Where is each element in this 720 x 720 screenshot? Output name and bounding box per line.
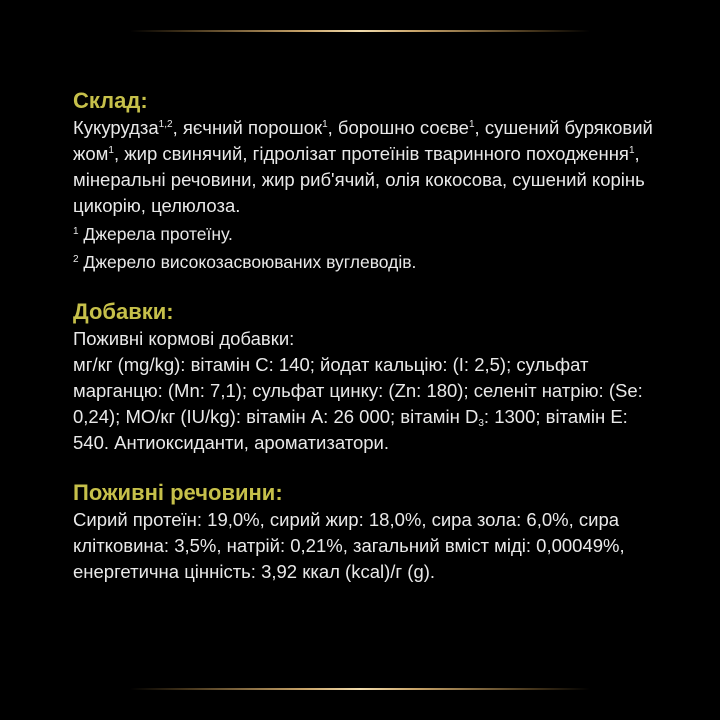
- ingredient-item: Кукурудза: [73, 117, 159, 138]
- top-gold-divider: [130, 30, 590, 32]
- ingredient-separator: ,: [140, 195, 152, 216]
- ingredient-separator: ,: [113, 143, 125, 164]
- ingredient-item: яєчний порошок: [182, 117, 323, 138]
- ingredient-separator: ,: [172, 117, 183, 138]
- footnote-reference: 1,2: [158, 119, 173, 130]
- label-content: [73, 88, 653, 585]
- composition-section: [73, 88, 653, 275]
- ingredient-item: жир свинячий: [124, 143, 243, 164]
- footnote-2: [73, 249, 653, 275]
- footnote-mark: 2: [73, 254, 79, 265]
- footnote-mark: 1: [73, 226, 79, 237]
- ingredient-item: сушений корінь цикорію: [73, 169, 645, 216]
- ingredient-separator: ,: [242, 143, 253, 164]
- ingredient-separator: ,: [634, 143, 640, 164]
- ingredient-item: мінеральні речовини: [73, 169, 252, 190]
- footnote-text: Джерела протеїну.: [78, 224, 233, 244]
- additives-text: [73, 352, 653, 456]
- footnotes: [73, 221, 653, 275]
- ingredient-item: целюлоза: [151, 195, 236, 216]
- footnote-reference: 1: [108, 145, 114, 156]
- footnote-text: Джерело високозасвоюваних вуглеводів.: [78, 252, 417, 272]
- footnote-reference: 1: [468, 119, 475, 130]
- ingredient-separator: ,: [374, 169, 386, 190]
- ingredient-separator: ,: [251, 169, 262, 190]
- ingredient-item: олія кокосова: [385, 169, 502, 190]
- vitamin-d-subscript: 3: [478, 418, 484, 429]
- additives-text-part2: : 1300; вітамін Е: 540. Антиоксиданти, ароматизатори.: [73, 406, 628, 453]
- ingredient-separator: .: [235, 195, 241, 216]
- ingredient-separator: ,: [474, 117, 485, 138]
- ingredient-item: сушений буряковий жом: [73, 117, 653, 164]
- nutrients-text: Сирий протеїн: 19,0%, сирий жир: 18,0%, сира зола: 6,0%, сира клітковина: 3,5%, натрій: 0,21%, загальний вміст міді: 0,00049%, енергетична цінність: 3,92 ккал (kcal)/г (g).: [73, 509, 625, 582]
- footnote-1: [73, 221, 653, 247]
- ingredients-list: [73, 115, 653, 219]
- additives-section: [73, 299, 653, 456]
- ingredient-item: гідролізат протеїнів тваринного походження: [252, 143, 629, 164]
- footnote-reference: 1: [628, 145, 635, 156]
- nutrients-heading: Поживні речовини:: [73, 480, 283, 505]
- bottom-gold-divider: [130, 688, 590, 690]
- additives-heading: Добавки:: [73, 299, 174, 324]
- nutrients-section: [73, 480, 653, 585]
- ingredient-item: борошно соєве: [337, 117, 469, 138]
- ingredient-separator: ,: [327, 117, 338, 138]
- additives-text-part1: мг/кг (mg/kg): вітамін С: 140; йодат кальцію: (І: 2,5); сульфат марганцю: (Mn: 7,1); сульфат цинку: (Zn: 180); селеніт натрію: (Se: 0,24); МО/кг (IU/kg): вітамін А: 26 000; вітамін D: [73, 354, 643, 427]
- ingredient-item: жир риб'ячий: [261, 169, 375, 190]
- composition-heading: Склад:: [73, 88, 148, 113]
- footnote-reference: 1: [322, 119, 328, 130]
- additives-intro: Поживні кормові добавки:: [73, 328, 295, 349]
- ingredient-separator: ,: [501, 169, 513, 190]
